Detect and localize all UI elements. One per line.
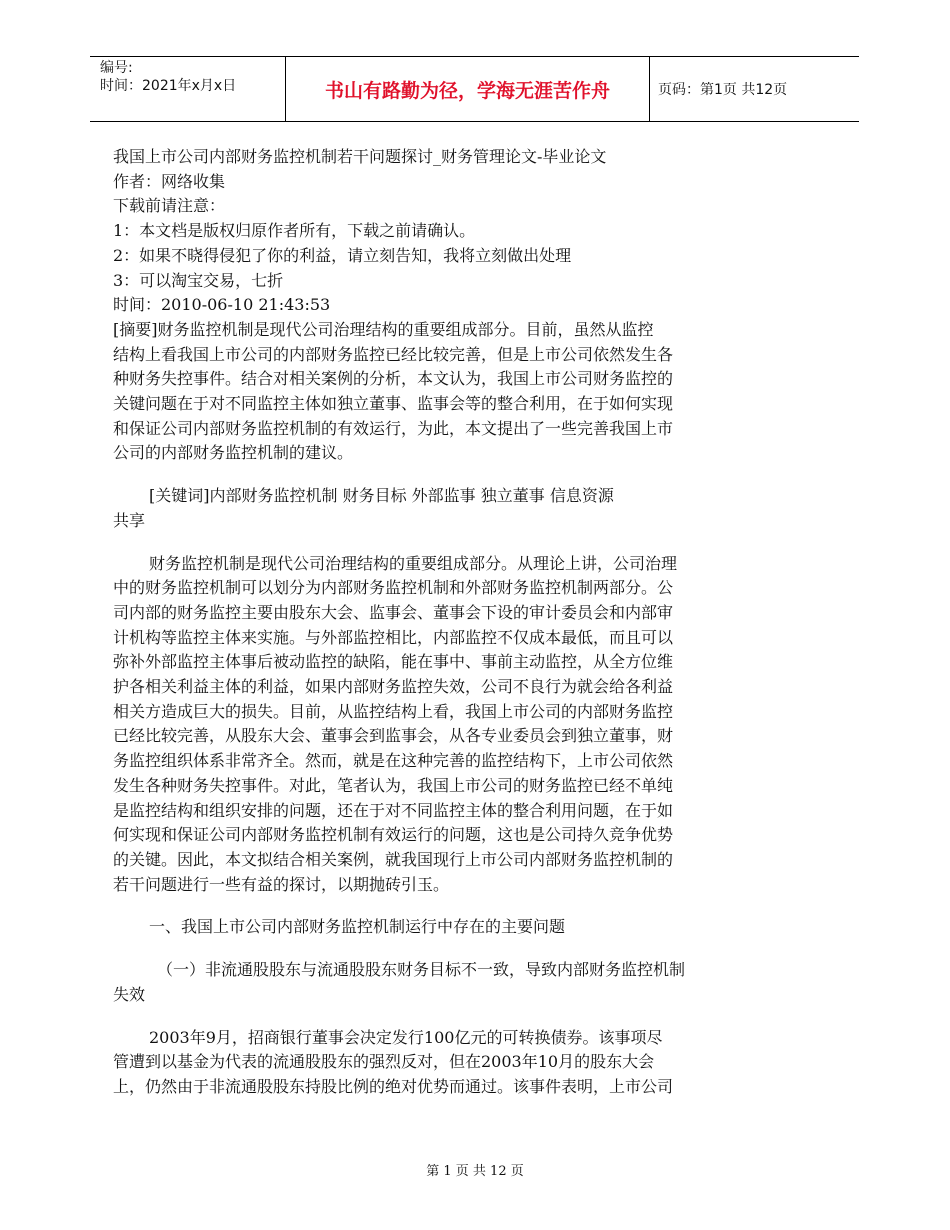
document-number-label: 编号: [100, 60, 133, 76]
header-page-label: 页码：第1页 共12页 [658, 82, 788, 98]
case-paragraph [113, 1026, 773, 1100]
section-heading: 一、我国上市公司内部财务监控机制运行中存在的主要问题 [149, 917, 566, 937]
document-header [90, 56, 859, 122]
body-line: 是监控结构和组织安排的问题，还在于对不同监控主体的整合利用问题，在于如 [113, 800, 674, 820]
timestamp-line: 时间：2010-06-10 21:43:53 [113, 295, 331, 315]
body-line: 相关方造成巨大的损失。目前，从监控结构上看，我国上市公司的内部财务监控 [113, 701, 674, 721]
abstract-paragraph [113, 318, 773, 466]
body-paragraph [113, 552, 773, 898]
body-line: 若干问题进行一些有益的探讨，以期抛砖引玉。 [113, 874, 450, 894]
keywords-line: 共享 [113, 510, 146, 530]
body-line: 的关键。因此，本文拟结合相关案例，就我国现行上市公司内部财务监控机制的 [113, 849, 674, 869]
body-line: 已经比较完善，从股东大会、董事会到监事会，从各专业委员会到独立董事，财 [113, 726, 674, 746]
header-info-cell [90, 57, 286, 121]
body-line: 发生各种财务失控事件。对此，笔者认为，我国上市公司的财务监控已经不单纯 [113, 775, 674, 795]
case-line: 2003年9月，招商银行董事会决定发行100亿元的可转换债券。该事项尽 [149, 1027, 663, 1047]
page-footer: 第 1 页 共 12 页 [426, 1164, 524, 1179]
abstract-line: 关键问题在于对不同监控主体如独立董事、监事会等的整合利用，在于如何实现 [113, 394, 674, 414]
case-line: 管遭到以基金为代表的流通股股东的强烈反对，但在2003年10月的股东大会 [113, 1052, 655, 1072]
abstract-line: 公司的内部财务监控机制的建议。 [113, 443, 354, 463]
abstract-line: [摘要]财务监控机制是现代公司治理结构的重要组成部分。目前，虽然从监控 [113, 319, 654, 339]
notice-item: 1：本文档是版权归原作者所有，下载之前请确认。 [113, 221, 476, 241]
document-title: 我国上市公司内部财务监控机制若干问题探讨_财务管理论文-毕业论文 [113, 147, 607, 166]
subsection-heading [113, 958, 773, 1007]
body-line: 何实现和保证公司内部财务监控机制有效运行的问题，这也是公司持久竞争优势 [113, 825, 674, 845]
abstract-line: 和保证公司内部财务监控机制的有效运行，为此，本文提出了一些完善我国上市 [113, 418, 674, 438]
body-line: 务监控组织体系非常齐全。然而，就是在这种完善的监控结构下，上市公司依然 [113, 751, 674, 771]
document-time-label: 时间：2021年x月x日 [100, 78, 237, 94]
case-line: 上，仍然由于非流通股股东持股比例的绝对优势而通过。该事件表明，上市公司 [113, 1076, 674, 1096]
body-line: 计机构等监控主体来实施。与外部监控相比，内部监控不仅成本最低，而且可以 [113, 627, 674, 647]
notice-item: 2：如果不晓得侵犯了你的利益，请立刻告知，我将立刻做出处理 [113, 245, 572, 265]
body-line: 中的财务监控机制可以划分为内部财务监控机制和外部财务监控机制两部分。公 [113, 578, 674, 598]
subsection-line: 失效 [113, 984, 146, 1004]
abstract-line: 种财务失控事件。结合对相关案例的分析，本文认为，我国上市公司财务监控的 [113, 369, 674, 389]
notice-heading: 下载前请注意： [113, 196, 226, 216]
body-line: 护各相关利益主体的利益，如果内部财务监控失效，公司不良行为就会给各利益 [113, 677, 674, 697]
body-line: 司内部的财务监控主要由股东大会、监事会、董事会下设的审计委员会和内部审 [113, 602, 674, 622]
subsection-line: （一）非流通股股东与流通股股东财务目标不一致，导致内部财务监控机制 [157, 960, 686, 980]
header-motto: 书山有路勤为径，学海无涯苦作舟 [286, 57, 650, 121]
body-line: 财务监控机制是现代公司治理结构的重要组成部分。从理论上讲，公司治理 [149, 553, 678, 573]
document-body [113, 145, 773, 1100]
keywords-line: [关键词]内部财务监控机制 财务目标 外部监事 独立董事 信息资源 [149, 486, 614, 506]
keywords-paragraph [113, 484, 773, 533]
abstract-line: 结构上看我国上市公司的内部财务监控已经比较完善，但是上市公司依然发生各 [113, 344, 674, 364]
notice-item: 3：可以淘宝交易，七折 [113, 270, 284, 290]
author-line: 作者：网络收集 [113, 171, 226, 191]
body-line: 弥补外部监控主体事后被动监控的缺陷，能在事中、事前主动监控，从全方位维 [113, 652, 674, 672]
